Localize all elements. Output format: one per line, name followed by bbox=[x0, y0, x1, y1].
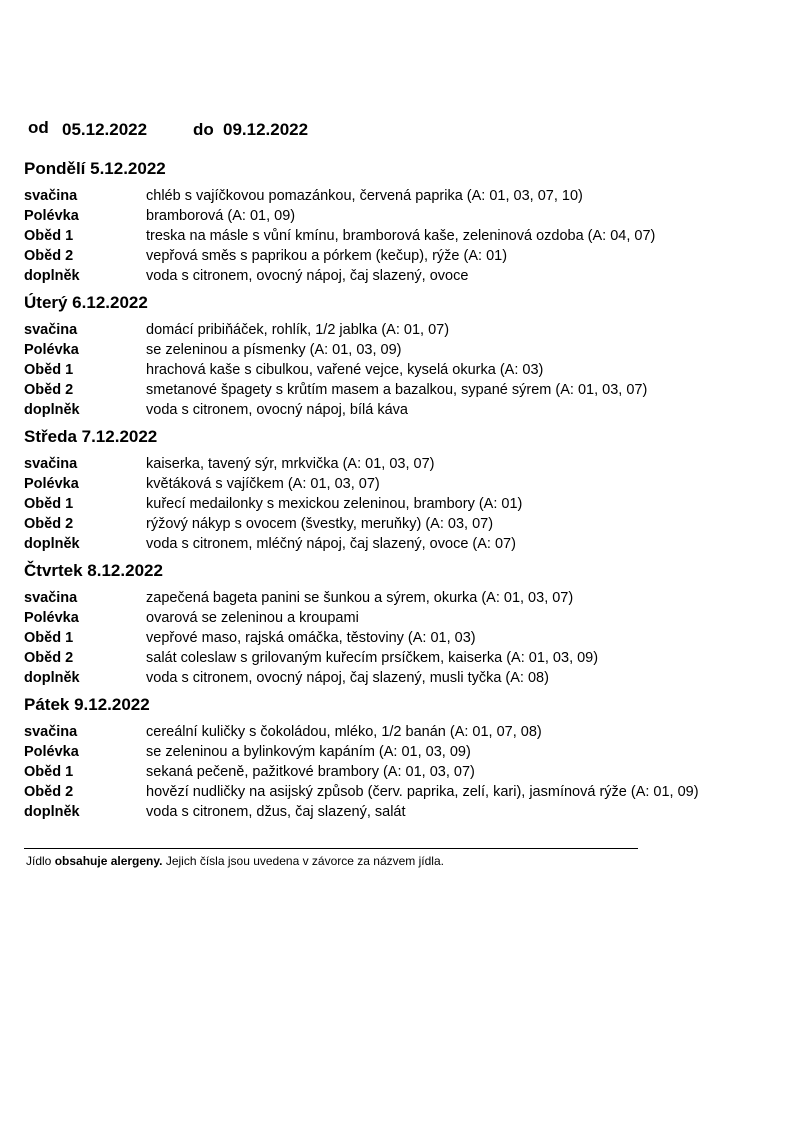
meal-row bbox=[24, 762, 738, 782]
meal-dish: rýžový nákyp s ovocem (švestky, meruňky) (A: 03, 07) bbox=[146, 516, 494, 532]
meal-dish: voda s citronem, ovocný nápoj, čaj slazený, musli tyčka (A: 08) bbox=[146, 670, 549, 686]
meal-dish: vepřové maso, rajská omáčka, těstoviny (A: 01, 03) bbox=[146, 630, 476, 646]
meal-label: Oběd 1 bbox=[24, 496, 74, 512]
meal-dish: voda s citronem, ovocný nápoj, bílá káva bbox=[146, 402, 408, 418]
meal-row bbox=[24, 802, 738, 822]
meal-row bbox=[24, 742, 738, 762]
day-title: Pátek 9.12.2022 bbox=[24, 695, 150, 714]
day-title: Pondělí 5.12.2022 bbox=[24, 159, 166, 178]
meal-dish: se zeleninou a bylinkovým kapáním (A: 01, 03, 09) bbox=[146, 744, 471, 760]
meal-dish: sekaná pečeně, pažitkové brambory (A: 01, 03, 07) bbox=[146, 764, 475, 780]
meal-label: Polévka bbox=[24, 476, 79, 492]
meal-row bbox=[24, 782, 738, 802]
day-title: Čtvrtek 8.12.2022 bbox=[24, 561, 163, 580]
meal-dish: cereální kuličky s čokoládou, mléko, 1/2 banán (A: 01, 07, 08) bbox=[146, 724, 542, 740]
meal-dish: ovarová se zeleninou a kroupami bbox=[146, 610, 359, 626]
meal-dish: hrachová kaše s cibulkou, vařené vejce, kyselá okurka (A: 03) bbox=[146, 362, 544, 378]
meal-label: doplněk bbox=[24, 670, 80, 686]
meal-dish: domácí pribiňáček, rohlík, 1/2 jablka (A: 01, 07) bbox=[146, 322, 450, 338]
meal-label: svačina bbox=[24, 322, 78, 338]
meal-label: Polévka bbox=[24, 208, 79, 224]
meal-row bbox=[24, 588, 738, 608]
to-label: do bbox=[193, 120, 214, 139]
allergen-note bbox=[26, 853, 444, 869]
meal-row bbox=[24, 186, 738, 206]
weekly-menu bbox=[24, 158, 738, 828]
meal-row bbox=[24, 266, 738, 286]
meal-dish: voda s citronem, mléčný nápoj, čaj slazený, ovoce (A: 07) bbox=[146, 536, 516, 552]
meal-label: Oběd 1 bbox=[24, 362, 74, 378]
meal-row bbox=[24, 628, 738, 648]
meal-dish: treska na másle s vůní kmínu, bramborová kaše, zeleninová ozdoba (A: 04, 07) bbox=[146, 228, 656, 244]
meal-dish: vepřová směs s paprikou a pórkem (kečup), rýže (A: 01) bbox=[146, 248, 508, 264]
meal-label: svačina bbox=[24, 590, 78, 606]
meal-dish: hovězí nudličky na asijský způsob (červ. paprika, zelí, kari), jasmínová rýže (A: 01, 09) bbox=[146, 784, 699, 800]
day-title: Středa 7.12.2022 bbox=[24, 427, 158, 446]
meal-row bbox=[24, 608, 738, 628]
meal-row bbox=[24, 514, 738, 534]
allergen-note-rest: Jejich čísla jsou uvedena v závorce za názvem jídla. bbox=[162, 854, 444, 868]
meal-row bbox=[24, 360, 738, 380]
meal-label: Polévka bbox=[24, 744, 79, 760]
meal-row bbox=[24, 722, 738, 742]
meal-label: doplněk bbox=[24, 268, 80, 284]
meal-dish: kuřecí medailonky s mexickou zeleninou, brambory (A: 01) bbox=[146, 496, 523, 512]
meal-label: doplněk bbox=[24, 536, 80, 552]
meal-row bbox=[24, 648, 738, 668]
meal-dish: zapečená bageta panini se šunkou a sýrem, okurka (A: 01, 03, 07) bbox=[146, 590, 574, 606]
meal-label: Oběd 2 bbox=[24, 784, 74, 800]
meal-label: Oběd 1 bbox=[24, 630, 74, 646]
meal-dish: bramborová (A: 01, 09) bbox=[146, 208, 296, 224]
allergen-note-lead: Jídlo bbox=[26, 854, 55, 868]
from-label: od bbox=[28, 118, 49, 137]
meal-row bbox=[24, 340, 738, 360]
day-section bbox=[24, 426, 738, 554]
meal-row bbox=[24, 320, 738, 340]
meal-dish: se zeleninou a písmenky (A: 01, 03, 09) bbox=[146, 342, 402, 358]
meal-label: svačina bbox=[24, 724, 78, 740]
meal-label: doplněk bbox=[24, 402, 80, 418]
meal-row bbox=[24, 380, 738, 400]
meal-row bbox=[24, 668, 738, 688]
to-date: 09.12.2022 bbox=[223, 120, 309, 139]
meal-dish: voda s citronem, ovocný nápoj, čaj slazený, ovoce bbox=[146, 268, 469, 284]
meal-dish: salát coleslaw s grilovaným kuřecím prsíčkem, kaiserka (A: 01, 03, 09) bbox=[146, 650, 599, 666]
day-section bbox=[24, 158, 738, 286]
meal-label: Polévka bbox=[24, 610, 79, 626]
day-section bbox=[24, 292, 738, 420]
meal-label: Oběd 2 bbox=[24, 248, 74, 264]
day-section bbox=[24, 560, 738, 688]
day-section bbox=[24, 694, 738, 822]
meal-dish: kaiserka, tavený sýr, mrkvička (A: 01, 03, 07) bbox=[146, 456, 435, 472]
meal-label: Oběd 2 bbox=[24, 382, 74, 398]
meal-dish: květáková s vajíčkem (A: 01, 03, 07) bbox=[146, 476, 380, 492]
meal-label: svačina bbox=[24, 188, 78, 204]
meal-dish: voda s citronem, džus, čaj slazený, salát bbox=[146, 804, 406, 820]
meal-label: svačina bbox=[24, 456, 78, 472]
meal-row bbox=[24, 206, 738, 226]
footer-divider bbox=[24, 848, 638, 849]
meal-row bbox=[24, 226, 738, 246]
meal-label: Polévka bbox=[24, 342, 79, 358]
meal-dish: chléb s vajíčkovou pomazánkou, červená paprika (A: 01, 03, 07, 10) bbox=[146, 188, 583, 204]
meal-label: Oběd 1 bbox=[24, 228, 74, 244]
meal-row bbox=[24, 494, 738, 514]
meal-dish: smetanové špagety s krůtím masem a bazalkou, sypané sýrem (A: 01, 03, 07) bbox=[146, 382, 648, 398]
meal-row bbox=[24, 454, 738, 474]
meal-label: Oběd 2 bbox=[24, 650, 74, 666]
from-date: 05.12.2022 bbox=[62, 120, 148, 139]
meal-row bbox=[24, 474, 738, 494]
meal-label: doplněk bbox=[24, 804, 80, 820]
meal-label: Oběd 1 bbox=[24, 764, 74, 780]
meal-row bbox=[24, 400, 738, 420]
meal-row bbox=[24, 246, 738, 266]
day-title: Úterý 6.12.2022 bbox=[24, 293, 148, 312]
allergen-note-emphasis: obsahuje alergeny. bbox=[54, 854, 163, 868]
meal-label: Oběd 2 bbox=[24, 516, 74, 532]
meal-row bbox=[24, 534, 738, 554]
